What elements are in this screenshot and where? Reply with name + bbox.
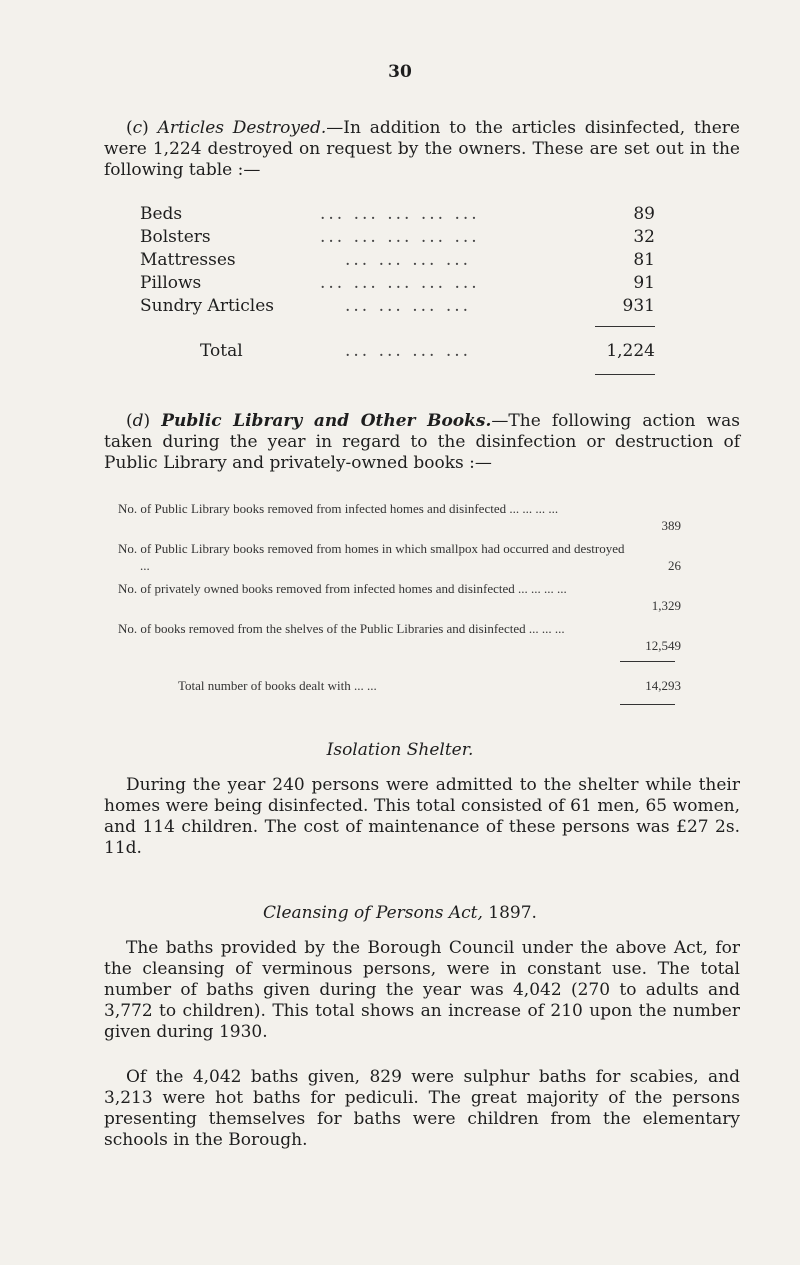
article-item: Pillows [140, 272, 205, 294]
cleansing-paragraph-1: The baths provided by the Borough Council under the above Act, for the cleansing of verminous persons, were in constant use. The total number of baths given during the year was 4,042 (270 to adults and 3,772 to children). This total shows an increase of 210 upon the number given during 1930. [104, 938, 740, 1042]
books-row-text: No. of Public Library books removed from homes in which smallpox had occurred and destroyed ... [118, 541, 625, 573]
cleansing-heading [0, 903, 800, 923]
articles-total-row [140, 340, 655, 362]
articles-total-value: 1,224 [606, 341, 655, 361]
articles-row [140, 226, 655, 248]
article-item: Mattresses [140, 249, 240, 271]
article-item: Bolsters [140, 226, 215, 248]
books-label: d [132, 411, 144, 431]
leader-dots: ... ... ... ... [345, 341, 472, 361]
article-count: 931 [622, 296, 655, 316]
leader-dots: ... ... ... ... ... [320, 204, 480, 224]
books-intro-text: —The following action was taken during the year in regard to the disinfection or destruction of Public Library and privately-owned books :— [104, 411, 740, 473]
leader-dots: ... ... ... ... ... [320, 227, 480, 247]
cleansing-paragraph-2: Of the 4,042 baths given, 829 were sulphur baths for scabies, and 3,213 were hot baths for pediculi. The great majority of the persons presenting themselves for baths were children from the elementary schools in the Borough. [104, 1067, 740, 1150]
books-total-label: Total number of books dealt with ... ... [178, 678, 377, 693]
article-count: 91 [633, 273, 655, 293]
articles-label: c [132, 118, 143, 138]
leader-dots: ... ... ... ... [345, 296, 472, 316]
articles-row [140, 249, 655, 271]
books-heading: Public Library and Other Books. [161, 411, 492, 431]
books-row-text: No. of Public Library books removed from infected homes and disinfected ... ... ... ... [118, 501, 559, 516]
cleansing-heading-year: 1897. [488, 903, 537, 923]
total-rule [620, 704, 675, 705]
article-count: 81 [633, 250, 655, 270]
isolation-heading: Isolation Shelter. [326, 740, 474, 760]
sum-rule [595, 326, 655, 327]
articles-row [140, 295, 655, 317]
cleansing-heading-title: Cleansing of Persons Act, [263, 903, 483, 923]
article-item: Sundry Articles [140, 295, 278, 317]
books-intro: (d) Public Library and Other Books.—The following action was taken during the year in regard to the disinfection or destruction of Public Library and privately-owned books :— [104, 411, 740, 473]
articles-intro-text: —In addition to the articles disinfected, there were 1,224 destroyed on request by the owners. These are set out in the following table :— [104, 118, 740, 180]
sum-rule [620, 661, 675, 662]
total-rule [595, 374, 655, 375]
books-row-value: 389 [661, 518, 681, 533]
articles-heading: Articles Destroyed. [157, 118, 327, 138]
isolation-paragraph: During the year 240 persons were admitted to the shelter while their homes were being disinfected. This total consisted of 61 men, 65 women, and 114 children. The cost of maintenance of these persons was £27 2s. 11d. [104, 775, 740, 858]
article-item: Beds [140, 203, 186, 225]
books-row-value: 12,549 [645, 638, 681, 653]
articles-intro: (c) Articles Destroyed.—In addition to the articles disinfected, there were 1,224 destroyed on request by the owners. These are set out in the following table :— [104, 118, 740, 180]
books-row-text: No. of books removed from the shelves of the Public Libraries and disinfected ... ... ... [118, 621, 565, 636]
articles-row [140, 272, 655, 294]
books-row-value: 26 [668, 558, 681, 573]
articles-total-label: Total [200, 340, 247, 362]
leader-dots: ... ... ... ... ... [320, 273, 480, 293]
books-row-value: 1,329 [651, 598, 681, 613]
page-number: 30 [388, 62, 412, 82]
article-count: 32 [633, 227, 655, 247]
books-row-text: No. of privately owned books removed from infected homes and disinfected ... ... ... ... [118, 581, 567, 596]
books-total-value: 14,293 [645, 678, 681, 693]
leader-dots: ... ... ... ... [345, 250, 472, 270]
article-count: 89 [633, 204, 655, 224]
articles-row [140, 203, 655, 225]
